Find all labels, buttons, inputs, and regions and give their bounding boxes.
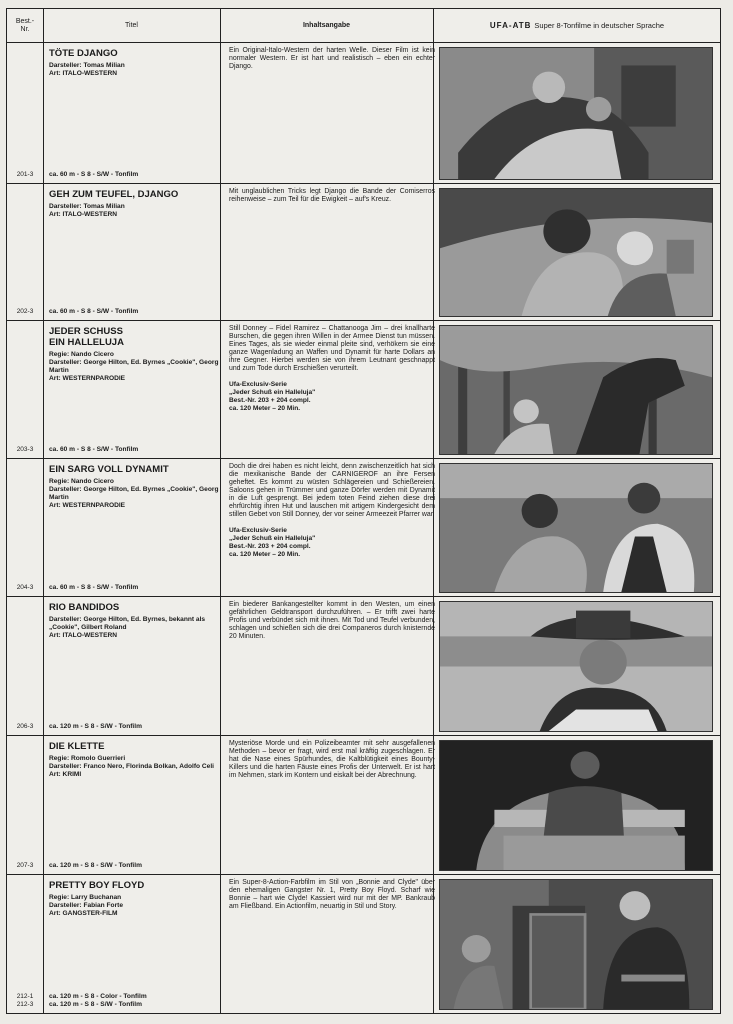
film-credit-line: Darsteller: Tomas Milian [49, 203, 125, 210]
exclusive-series-line: ca. 120 Meter – 20 Min. [229, 551, 301, 558]
film-specs [49, 723, 142, 731]
order-number: 201-3 [16, 171, 34, 178]
film-description [229, 601, 435, 641]
header-brand [433, 9, 721, 42]
film-title: RIO BANDIDOS [49, 602, 120, 613]
film-credit-line: Regie: Larry Buchanan [49, 894, 122, 901]
film-still-photo [439, 188, 713, 317]
film-spec-line: ca. 60 m - S 8 - S/W - Tonfilm [49, 308, 139, 315]
film-still-photo [439, 47, 713, 180]
film-still-photo [439, 601, 713, 732]
film-description [229, 740, 435, 780]
film-description-text: Still Donney – Fidel Ramirez – Chattanooga Jim – drei knallharte Burschen, die gegen ihren Willen in der Armee Dienst tun müssen. Eines Tages, als sie wieder einmal pleite sind, verhökern sie eine ganze Wagenladung an Waffen und Dynamit für harte Dollars an ihre Gegner. Hierbei werden sie von ihrem Leutnant geschnappt und zum Tode durch Erschießen verurteilt. [229, 325, 435, 372]
film-title-cell [49, 48, 219, 78]
film-credit-line: Darsteller: Tomas Milian [49, 62, 125, 69]
film-specs [49, 862, 142, 870]
film-still-photo [439, 463, 713, 593]
film-specs [49, 993, 147, 1009]
film-credit-line: Art: ITALO-WESTERN [49, 70, 118, 77]
film-specs [49, 171, 138, 179]
film-credit-line: Darsteller: Fabian Forte [49, 902, 124, 909]
film-description-text: Ein Super-8-Action-Farbfilm im Stil von „Bonnie and Clyde" über den ehemaligen Gangster Nr. 1, Pretty Boy Floyd. Scharf wie Bonnie – hart wie Clyde! Kassiert wird nur mit der MP. Bankraub am Fließband. Ein Actionfilm, neuartig in Stil und Story. [229, 879, 435, 910]
film-credit-line: Darsteller: George Hilton, Ed. Byrnes „Cookie", Georg Martin [49, 359, 219, 374]
film-still-photo [439, 325, 713, 455]
order-number: 204-3 [16, 584, 34, 591]
film-title-cell [49, 602, 219, 640]
film-description-text: Doch die drei haben es nicht leicht, denn zwischenzeitlich hat sich die mexikanische Bande der CARNIGEROF an ihre Fersen geheftet. Es kommt zu wüsten Schlägereien und Schießereien. Saloons gehen in Trümmer und ganze Dörfer werden mit Dynamit in die Luft gesprengt. Bei jedem toten Feind ziehen diese drei ehrfürchtig ihren Hut und lauschen mit artigem Kindergesicht dem stillen Gebet von Still Donney, der vor seiner Armeezeit Pfarrer war. [229, 463, 435, 518]
film-credit-line: Regie: Romolo Guerrieri [49, 755, 126, 762]
film-description [229, 463, 435, 559]
row-divider [7, 42, 720, 43]
film-spec-line: ca. 60 m - S 8 - S/W - Tonfilm [49, 446, 139, 453]
row-divider [7, 458, 720, 459]
film-title-cell [49, 880, 219, 918]
film-title-cell [49, 741, 219, 779]
film-credit-line: Art: ITALO-WESTERN [49, 211, 118, 218]
row-divider [7, 183, 720, 184]
header-description: Inhaltsangabe [302, 21, 351, 29]
film-credit-line: Art: WESTERNPARODIE [49, 502, 126, 509]
film-title: TÖTE DJANGO [49, 48, 118, 59]
row-divider [7, 874, 720, 875]
film-title-cell [49, 189, 219, 219]
exclusive-series-note [229, 381, 435, 413]
film-spec-line: ca. 120 m - S 8 - S/W - Tonfilm [49, 1001, 142, 1008]
film-title: PRETTY BOY FLOYD [49, 880, 145, 891]
film-title-cell [49, 464, 219, 510]
film-row [7, 458, 720, 596]
film-still-photo [439, 879, 713, 1010]
film-credit-line: Darsteller: George Hilton, Ed. Byrnes „Cookie", Georg Martin [49, 486, 219, 501]
film-spec-line: ca. 120 m - S 8 - Color - Tonfilm [49, 993, 147, 1000]
film-description-text: Ein biederer Bankangestellter kommt in den Westen, um einen gefährlichen Geldtransport durchzuführen. – Er trifft zwei harte Profis und verbündet sich mit ihnen. Mit Tod und Teufel verbunden, schlagen und schießen sich die drei Companeros durch knisternde 20 Minuten. [229, 601, 435, 640]
film-row [7, 874, 720, 1013]
film-title: EIN SARG VOLL DYNAMIT [49, 464, 169, 475]
row-divider [7, 320, 720, 321]
film-row [7, 596, 720, 735]
film-credit-line: Art: WESTERNPARODIE [49, 375, 126, 382]
exclusive-series-line: Best.-Nr. 203 + 204 compl. [229, 543, 311, 550]
film-credit-line: Art: ITALO-WESTERN [49, 632, 118, 639]
film-credit-line: Regie: Nando Cicero [49, 351, 114, 358]
film-description-text: Mysteriöse Morde und ein Polizeibeamter mit sehr ausgefallenen Methoden – bevor er fragt, wird erst mal kräftig zugeschlagen. Er hat die Nase eines Spürhundes, die Kaltblütigkeit eines Bounty-Killers und die harten Fäuste eines Profis der Unterwelt. Er ist hart im Nehmen, stark im Kontern und eiskalt bei der Abrechnung. [229, 740, 435, 779]
film-title: GEH ZUM TEUFEL, DJANGO [49, 189, 179, 200]
exclusive-series-line: Ufa-Exclusiv-Serie [229, 381, 287, 388]
film-spec-line: ca. 60 m - S 8 - S/W - Tonfilm [49, 584, 139, 591]
order-number: 203-3 [16, 446, 34, 453]
film-spec-line: ca. 60 m - S 8 - S/W - Tonfilm [49, 171, 139, 178]
film-credit-line: Regie: Nando Cicero [49, 478, 114, 485]
film-row [7, 183, 720, 320]
exclusive-series-line: ca. 120 Meter – 20 Min. [229, 405, 301, 412]
film-spec-line: ca. 120 m - S 8 - S/W - Tonfilm [49, 862, 142, 869]
ufa-atb-logo-text: UFA-ATB [489, 20, 532, 30]
header-title: Titel [125, 21, 138, 29]
exclusive-series-line: Ufa-Exclusiv-Serie [229, 527, 287, 534]
exclusive-series-line: Best.-Nr. 203 + 204 compl. [229, 397, 311, 404]
order-number: 212-1 212-3 [16, 993, 34, 1008]
row-divider [7, 596, 720, 597]
film-credit-line: Darsteller: George Hilton, Ed. Byrnes, bekannt als „Cookie", Gilbert Roland [49, 616, 206, 631]
film-description [229, 325, 435, 413]
film-row [7, 320, 720, 458]
film-still-photo [439, 740, 713, 871]
exclusive-series-line: „Jeder Schuß ein Halleluja" [229, 389, 316, 396]
film-description [229, 188, 435, 204]
order-number: 202-3 [16, 308, 34, 315]
film-description-text: Mit unglaublichen Tricks legt Django die Bande der Comiserros reihenweise – zum Teil für die Ewigkeit – auf's Kreuz. [229, 188, 435, 203]
row-divider [7, 735, 720, 736]
film-specs [49, 584, 138, 592]
film-title: DIE KLETTE [49, 741, 105, 752]
film-row [7, 42, 720, 183]
film-row [7, 735, 720, 874]
exclusive-series-note [229, 527, 435, 559]
film-credit-line: Art: KRIMI [49, 771, 82, 778]
film-description [229, 47, 435, 71]
film-description [229, 879, 435, 911]
header-order-number: Best.- Nr. [15, 17, 35, 33]
film-title-cell [49, 326, 219, 383]
film-spec-line: ca. 120 m - S 8 - S/W - Tonfilm [49, 723, 142, 730]
film-title: JEDER SCHUSS EIN HALLELUJA [49, 326, 124, 348]
film-credit-line: Darsteller: Franco Nero, Florinda Bolkan, Adolfo Celi [49, 763, 214, 770]
header-brand-subtitle: Super 8-Tonfilme in deutscher Sprache [534, 20, 665, 30]
exclusive-series-line: „Jeder Schuß ein Halleluja" [229, 535, 316, 542]
order-number: 206-3 [16, 723, 34, 730]
film-specs [49, 308, 138, 316]
order-number: 207-3 [16, 862, 34, 869]
film-specs [49, 446, 138, 454]
film-description-text: Ein Original-Italo-Western der harten Welle. Dieser Film ist kein normaler Western. Er ist hart und realistisch – eben ein echter Django. [229, 47, 435, 70]
catalog-table [6, 8, 721, 1014]
film-credit-line: Art: GANGSTER-FILM [49, 910, 118, 917]
